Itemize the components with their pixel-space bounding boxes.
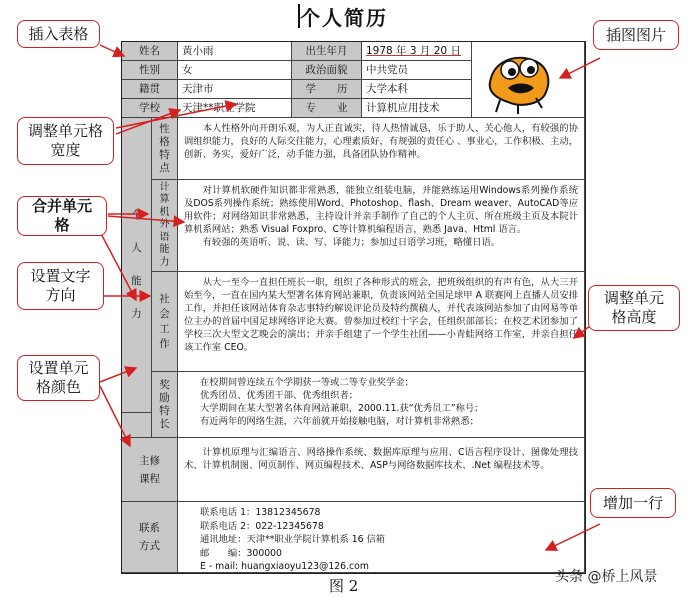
- contact-address: 通讯地址：天津**职业学院计算机系 16 信箱: [200, 534, 386, 545]
- contact-phone-1: 联系电话 1：13812345678: [200, 507, 321, 518]
- arrow-cell-color-1: [100, 368, 136, 382]
- callout-adjust-width: 调整单元格宽度: [17, 117, 114, 165]
- computer-language-text: 对计算机软硬件知识都非常熟悉，能独立组装电脑，并能熟练运用Windows系列操作系统及DOS系列操作系统；熟练使用Word、Photoshop、flash、Dream weaver、AutoCAD等应用软件；对网络知识非常熟悉，主持设计并亲手制作了自己的个人主页、所在班级主页及本院计算机系网站；熟悉 Visual Foxpro、C等计算机编程语言，熟悉 Java、Html 语言。 有较强的英语听、说、读、写、译能力；参加过日语学习班，略懂日语。: [178, 180, 585, 272]
- callout-insert-table: 插入表格: [17, 20, 100, 48]
- courses-label: 主修 课程: [122, 438, 178, 502]
- major-value: 计算机应用技术: [362, 99, 472, 118]
- section-label-personal-ability: 个 人 能 力: [122, 118, 152, 413]
- arrow-adjust-width-2: [116, 110, 180, 134]
- list-item: 大学期间在某大型著名体育网站兼职，2000.11.获“优秀员工”称号；: [200, 403, 484, 414]
- arrow-adjust-width-1: [116, 104, 236, 128]
- figure-caption: 图 2: [329, 577, 359, 595]
- callout-cell-color: 设置单元格颜色: [17, 355, 100, 401]
- callout-add-row: 增加一行: [590, 488, 676, 518]
- contact-email: E - mail: huangxiaoyu123@126.com: [200, 561, 369, 572]
- arrow-merge-2: [108, 216, 184, 222]
- personality-label: 性 格 特 点: [152, 118, 178, 180]
- politics-label: 政治面貌: [292, 61, 362, 80]
- watermark: 头条 @桥上风景: [555, 569, 658, 585]
- arrow-insert-image: [560, 58, 600, 78]
- gender-label: 性别: [122, 61, 178, 80]
- birth-value: 1978 年 3 月 20 日: [362, 42, 472, 61]
- callout-merge-cells: 合并单元格: [17, 196, 107, 236]
- social-work-label: 社 会 工 作: [152, 272, 178, 372]
- origin-label: 籍贯: [122, 80, 178, 99]
- computer-language-label: 计 算 机 外 语 能 力: [152, 180, 178, 272]
- contact-phone-2: 联系电话 2：022-12345678: [200, 520, 324, 532]
- callout-adjust-height: 调整单元格高度: [588, 285, 680, 331]
- arrow-cell-color-2: [100, 386, 130, 446]
- personality-text: 本人性格外向开朗乐观，为人正直诚实，待人热情诚恳，乐于助人、关心他人，有较强的协调组织能力，良好的人际交往能力，心理素质好，有规强的责任心 、事业心，工作积极、主动，创新、务实，爱好广泛，动手能力强，具备团队协作精神。: [178, 118, 585, 180]
- arrow-insert-table: [100, 45, 124, 56]
- gender-value: 女: [178, 61, 292, 80]
- social-work-text: 从大一至今一直担任班长一职，组织了各种形式的班会，把班级组织的有声有色，从大三开始至今，一直在国内某大型著名体育网站兼职，负责该网站全国足球甲 A 联赛网上直播人员安排工作，并担任该网站体育杂志事特约解说评论员及特约撰稿人，并代表该网站参加了由网易等单位主办的首届中国足球网络评论大赛。曾参加过校红十字会，任组织部部长；在校艺术团参加了学校三次大型文艺晚会的演出；并亲手组建了一个学生社团——小青蛙网络工作室，并亲自担任该工作室 CEO。: [178, 272, 585, 372]
- school-value: 天津**职业学院: [178, 99, 292, 118]
- callout-text-direction: 设置文字方向: [17, 262, 104, 310]
- arrow-add-row: [546, 524, 600, 550]
- name-value: 黄小雨: [178, 42, 292, 61]
- origin-value: 天津市: [178, 80, 292, 99]
- politics-value: 中共党员: [362, 61, 472, 80]
- name-label: 姓名: [122, 42, 178, 61]
- education-label: 学 历: [292, 80, 362, 99]
- list-item: 优秀团员、优秀团干部、优秀组织者；: [200, 390, 359, 401]
- awards-label: 奖 励 特 长: [152, 372, 178, 438]
- list-item: 有近两年的网络生涯，六年前就开始接触电脑，对计算机非常熟悉；: [200, 416, 479, 427]
- callout-insert-image: 插图图片: [593, 20, 679, 50]
- contact-postcode: 邮 编：300000: [200, 547, 282, 559]
- courses-text: 计算机原理与汇编语言、网络操作系统、数据库原理与应用、C语言程序设计、图像处理技术、计算机制图、网页制作、网页编程技术、ASP与网络数据库技术、.Net 编程技术等。: [178, 438, 585, 502]
- major-label: 专 业: [292, 99, 362, 118]
- page-title: 个人简历: [300, 6, 388, 30]
- contact-label: 联系 方式: [122, 502, 178, 573]
- birth-label: 出生年月: [292, 42, 362, 61]
- school-label: 学校: [122, 99, 178, 118]
- list-item: 在校期间曾连续五个学期获一等或二等专业奖学金；: [200, 377, 414, 388]
- education-value: 大学本科: [362, 80, 472, 99]
